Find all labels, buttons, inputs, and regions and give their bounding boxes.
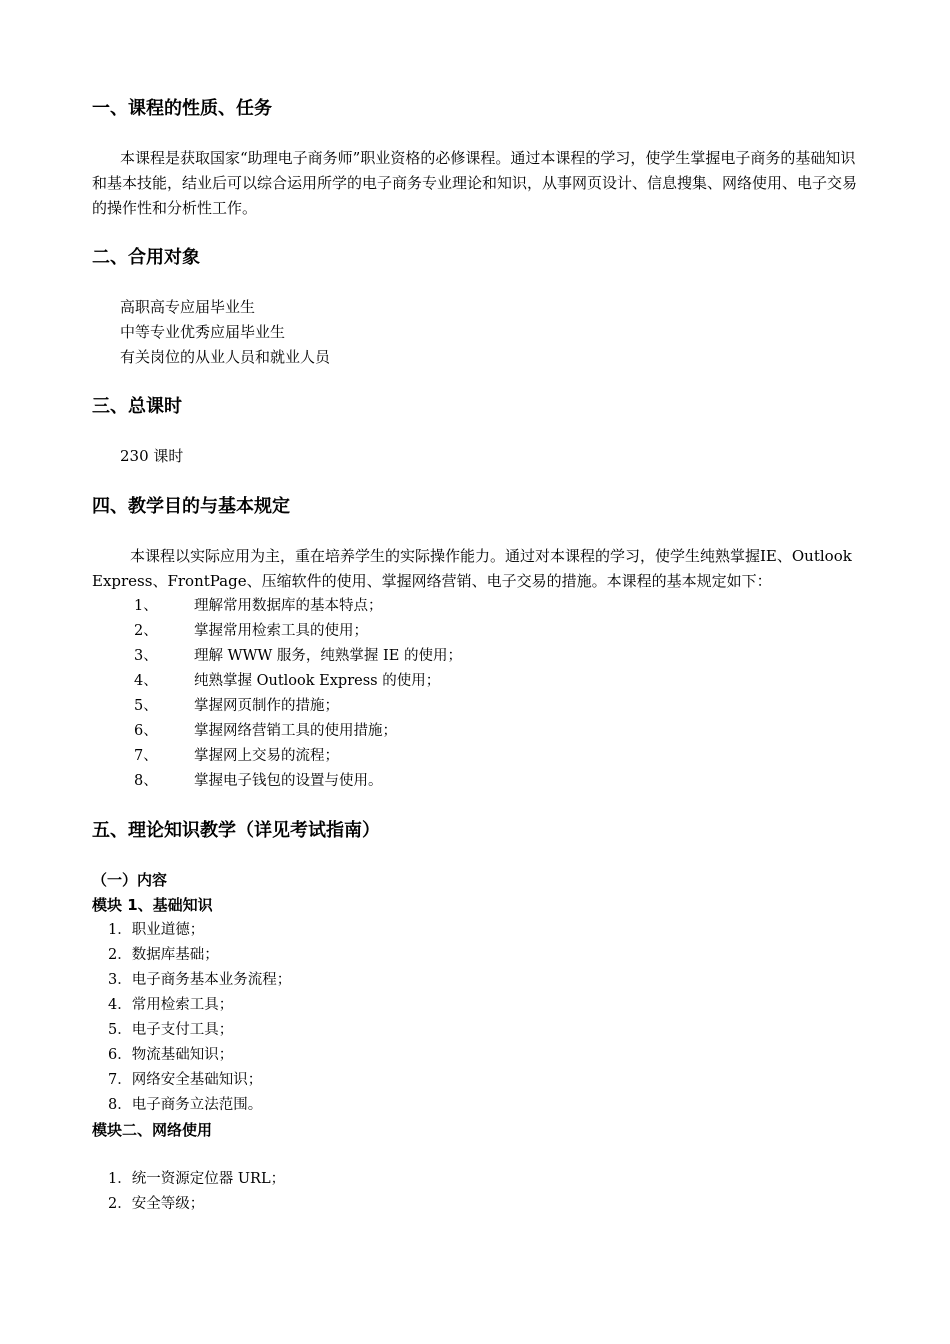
goal-item: 4、 纯熟掌握 Outlook Express 的使用； — [134, 673, 441, 689]
audience-item: 高职高专应届毕业生 — [120, 298, 256, 316]
section-4-title: 四、教学目的与基本规定 — [92, 496, 290, 517]
module-1-item: 5．电子支付工具； — [108, 1022, 234, 1038]
section-4-body: 本课程以实际应用为主，重在培养学生的实际操作能力。通过对本课程的学习，使学生纯熟掌握IE、Outlook Express、FrontPage、压缩软件的使用、掌握网络营销、电子交易的措施。本课程的基本规定如下： — [92, 547, 852, 590]
goal-item: 7、 掌握网上交易的流程； — [134, 748, 339, 764]
module-2-title: 模块二、网络使用 — [92, 1121, 213, 1139]
module-1-item: 8．电子商务立法范围。 — [108, 1097, 263, 1113]
section-1-body: 本课程是获取国家“助理电子商务师”职业资格的必修课程。通过本课程的学习，使学生掌握电子商务的基础知识和基本技能，结业后可以综合运用所学的电子商务专业理论和知识，从事网页设计、信息搜集、网络使用、电子交易的操作性和分析性工作。 — [92, 149, 858, 217]
goal-item: 5、 掌握网页制作的措施； — [134, 698, 339, 714]
document-page — [92, 96, 862, 1217]
section-1-title: 一、课程的性质、任务 — [92, 98, 272, 119]
goal-item: 6、 掌握网络营销工具的使用措施； — [134, 723, 397, 739]
goal-item: 2、 掌握常用检索工具的使用； — [134, 623, 368, 639]
module-1-title: 模块 1、基础知识 — [92, 896, 213, 914]
module-2-item: 2．安全等级； — [108, 1196, 205, 1212]
module-1-item: 4．常用检索工具； — [108, 997, 234, 1013]
module-1-item: 3．电子商务基本业务流程； — [108, 972, 292, 988]
section-2-title: 二、合用对象 — [92, 247, 200, 268]
content-subtitle: （一）内容 — [92, 871, 168, 889]
goal-item: 1、 理解常用数据库的基本特点； — [134, 598, 383, 614]
module-1-item: 1．职业道德； — [108, 922, 205, 938]
total-hours: 230 课时 — [120, 447, 184, 465]
section-3-title: 三、总课时 — [92, 396, 182, 417]
module-1-item: 2．数据库基础； — [108, 947, 219, 963]
module-2-item: 1．统一资源定位器 URL； — [108, 1171, 286, 1187]
audience-item: 有关岗位的从业人员和就业人员 — [120, 348, 331, 366]
section-5-title: 五、理论知识教学（详见考试指南） — [92, 820, 380, 841]
goal-item: 8、 掌握电子钱包的设置与使用。 — [134, 773, 383, 789]
audience-item: 中等专业优秀应届毕业生 — [120, 323, 286, 341]
module-1-item: 6．物流基础知识； — [108, 1047, 234, 1063]
goal-item: 3、 理解 WWW 服务，纯熟掌握 IE 的使用； — [134, 648, 462, 664]
module-1-item: 7．网络安全基础知识； — [108, 1072, 263, 1088]
